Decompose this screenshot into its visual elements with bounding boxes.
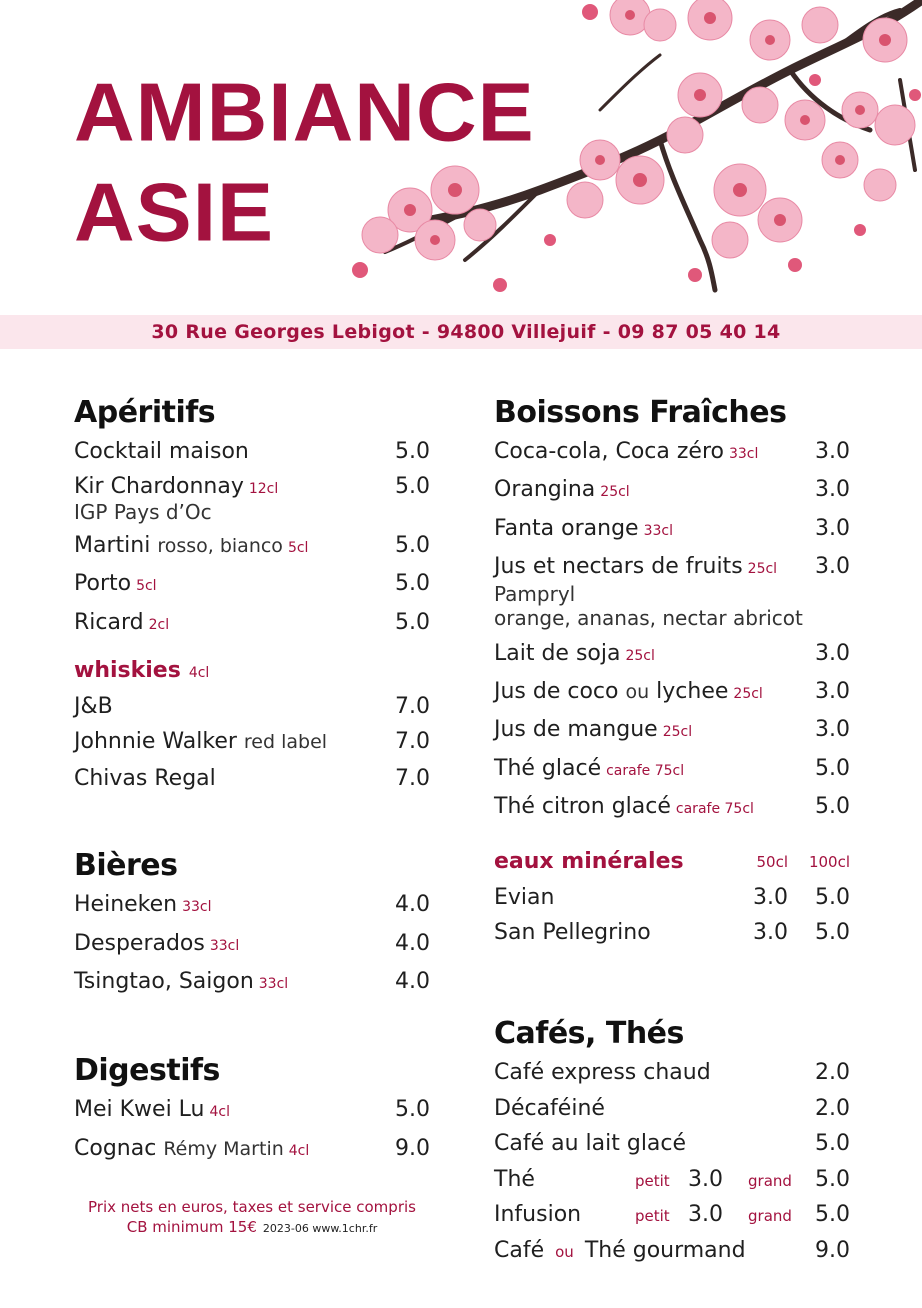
item-name: Jus de mangue (494, 717, 658, 743)
item-name: Thé glacé (494, 755, 602, 781)
menu-item (494, 674, 850, 712)
menu-item (494, 751, 850, 789)
size-label-small: petit (635, 1207, 670, 1226)
item-name-alt: lychee (656, 679, 729, 705)
item-name: J&B (74, 694, 113, 720)
item-name: Infusion (494, 1202, 582, 1228)
item-volume: 5cl (287, 539, 309, 556)
item-name: San Pellegrino (494, 920, 651, 946)
item-name: Fanta orange (494, 515, 639, 541)
item-conjunction: ou (625, 681, 650, 704)
item-volume: 33cl (182, 899, 212, 916)
item-price: 5.0 (395, 571, 430, 597)
item-price-large: 5.0 (815, 1202, 850, 1228)
item-name: Chivas Regal (74, 765, 216, 791)
item-volume: 33cl (258, 976, 289, 993)
item-name: Cognac (74, 1135, 157, 1161)
item-price: 5.0 (815, 1131, 850, 1157)
item-conjunction: ou (555, 1242, 574, 1261)
item-volume: 25cl (662, 724, 693, 741)
menu-item (74, 724, 430, 760)
footer-note (74, 1197, 430, 1239)
item-name: Desperados (74, 930, 205, 956)
item-price-large: 5.0 (815, 1166, 850, 1192)
menu-item (494, 511, 850, 549)
item-detail: rosso, bianco (157, 534, 283, 557)
menu-item-infusion (494, 1197, 850, 1232)
menu-item (494, 915, 850, 950)
item-price-100cl: 5.0 (815, 920, 850, 946)
card-minimum: CB minimum 15€ (126, 1218, 257, 1236)
item-price: 3.0 (815, 477, 850, 503)
section-title-aperitifs: Apéritifs (74, 395, 216, 430)
item-price: 5.0 (815, 794, 850, 820)
item-price: 3.0 (815, 679, 850, 705)
item-price-small: 3.0 (688, 1202, 723, 1228)
item-volume: carafe 75cl (606, 762, 685, 779)
menu-item (494, 1055, 850, 1090)
item-volume: 33cl (728, 446, 759, 462)
card-minimum-line (74, 1217, 430, 1239)
section-title-cafes-thes: Cafés, Thés (494, 1016, 684, 1052)
left-column (74, 392, 430, 1169)
item-name: Cocktail maison (74, 439, 249, 464)
item-price: 3.0 (815, 640, 850, 666)
item-name: Coca-cola, Coca zéro (494, 439, 724, 464)
item-volume: carafe 75cl (675, 801, 754, 818)
item-price: 3.0 (815, 554, 850, 580)
menu-item (74, 1131, 430, 1169)
restaurant-name-line2: ASIE (74, 165, 275, 259)
item-price: 7.0 (395, 729, 430, 755)
menu-item (494, 1126, 850, 1161)
size-label-large: grand (748, 1171, 792, 1190)
menu-item (74, 926, 430, 964)
item-name: Tsingtao, Saigon (74, 969, 254, 995)
item-name: Ricard (74, 609, 144, 635)
subsection-name: whiskies (74, 658, 181, 684)
item-price: 5.0 (395, 439, 430, 464)
item-price: 5.0 (395, 1097, 430, 1123)
menu-item-the (494, 1162, 850, 1197)
edition-and-website: 2023-06 www.1chr.fr (262, 1222, 378, 1235)
item-price-small: 3.0 (688, 1166, 723, 1192)
item-price-50cl: 3.0 (753, 920, 788, 946)
item-volume: 33cl (209, 937, 240, 954)
item-volume: 5cl (136, 578, 157, 595)
item-price: 9.0 (395, 1135, 430, 1161)
item-name: Jus et nectars de fruits (494, 554, 743, 580)
item-name: Décaféiné (494, 1095, 605, 1121)
item-name: Café (494, 1237, 545, 1263)
item-price: 9.0 (815, 1237, 850, 1263)
item-volume: 25cl (600, 484, 630, 501)
menu-item (494, 472, 850, 510)
item-price: 7.0 (395, 765, 430, 791)
item-volume: 25cl (625, 647, 655, 664)
menu-item (74, 528, 430, 566)
item-name-alt: Thé gourmand (584, 1237, 746, 1263)
item-price: 5.0 (395, 474, 430, 500)
item-volume: 4cl (288, 1142, 310, 1159)
item-name: Thé citron glacé (494, 794, 671, 820)
subsection-title-whiskies (74, 653, 430, 689)
item-volume: 25cl (747, 561, 778, 578)
item-price: 5.0 (395, 532, 430, 558)
column-label-100cl: 100cl (808, 852, 850, 871)
cherry-blossom-illustration (340, 0, 922, 305)
item-name: Orangina (494, 477, 596, 503)
item-price: 5.0 (815, 755, 850, 781)
menu-item (74, 469, 430, 523)
menu-item (74, 1092, 430, 1130)
section-title-digestifs: Digestifs (74, 1053, 220, 1089)
item-name: Evian (494, 884, 555, 910)
menu-item (74, 689, 430, 724)
item-name: Thé (494, 1166, 535, 1192)
menu-item (494, 789, 850, 827)
item-price-50cl: 3.0 (753, 884, 788, 910)
item-description: IGP Pays d’Oc (74, 499, 212, 524)
item-name: Martini (74, 532, 151, 558)
section-title-bieres: Bières (74, 848, 178, 884)
item-name: Café au lait glacé (494, 1131, 687, 1157)
item-price: 5.0 (395, 609, 430, 635)
menu-item (74, 434, 430, 469)
menu-item (74, 605, 430, 643)
item-brand: Pampryl (494, 581, 576, 606)
menu-item-gourmand (494, 1233, 850, 1270)
section-title-boissons-fraiches: Boissons Fraîches (494, 395, 787, 430)
item-name: Lait de soja (494, 640, 621, 666)
item-flavours: orange, ananas, nectar abricot (494, 605, 803, 630)
item-price: 4.0 (395, 969, 430, 995)
menu-item (494, 880, 850, 915)
item-detail: red label (243, 731, 328, 754)
menu-item (74, 761, 430, 796)
menu-item (74, 964, 430, 1002)
item-volume: 2cl (148, 616, 170, 633)
item-price: 4.0 (395, 930, 430, 956)
item-price: 3.0 (815, 515, 850, 541)
item-volume: 4cl (209, 1104, 230, 1121)
item-name: Kir Chardonnay (74, 474, 244, 500)
item-price: 4.0 (395, 892, 430, 918)
item-name: Mei Kwei Lu (74, 1097, 205, 1123)
restaurant-name-line1: AMBIANCE (74, 65, 535, 159)
column-label-50cl: 50cl (756, 852, 788, 871)
item-price: 3.0 (815, 717, 850, 743)
subsection-title-eaux-minerales: eaux minérales (494, 848, 684, 874)
menu-item (494, 549, 850, 629)
item-volume: 12cl (248, 481, 279, 498)
menu-item (74, 887, 430, 925)
item-name: Porto (74, 571, 132, 597)
menu-item (494, 434, 850, 472)
item-volume: 25cl (733, 686, 763, 703)
size-label-large: grand (748, 1207, 792, 1226)
item-price-100cl: 5.0 (815, 884, 850, 910)
size-label-small: petit (635, 1171, 670, 1190)
item-name: Café express chaud (494, 1060, 711, 1086)
item-volume: 33cl (643, 522, 673, 539)
item-price: 2.0 (815, 1095, 850, 1121)
menu-item (494, 1091, 850, 1126)
menu-item (494, 712, 850, 750)
item-detail: Rémy Martin (163, 1137, 284, 1160)
item-name: Heineken (74, 892, 178, 918)
address-bar: 30 Rue Georges Lebigot - 94800 Villejuif - 09 87 05 40 14 (0, 315, 922, 349)
item-name: Jus de coco (494, 679, 619, 705)
price-note: Prix nets en euros, taxes et service compris (88, 1198, 416, 1216)
menu-item (494, 636, 850, 674)
item-price: 7.0 (395, 694, 430, 720)
subsection-volume: 4cl (188, 665, 210, 682)
item-price: 3.0 (815, 439, 850, 464)
menu-item (74, 566, 430, 604)
right-column (494, 392, 850, 1270)
item-name: Johnnie Walker (74, 729, 237, 755)
item-price: 2.0 (815, 1060, 850, 1086)
mineral-water-header (494, 844, 850, 880)
